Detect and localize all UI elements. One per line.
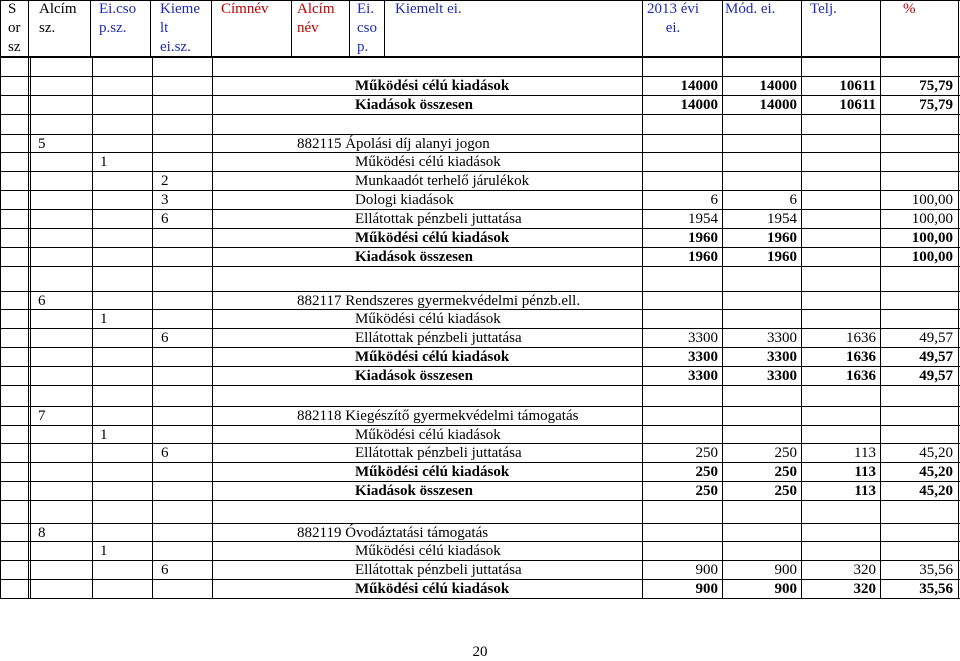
cell-label: Ellátottak pénzbeli juttatása: [355, 562, 522, 578]
column-divider: [291, 0, 292, 57]
cell-m: 250: [774, 445, 797, 461]
cell-label: Dologi kiadások: [355, 192, 454, 208]
header-telj: Telj.: [810, 1, 837, 17]
column-divider: [801, 0, 802, 57]
cell-t: 1636: [846, 349, 876, 365]
cell-p: 100,00: [911, 211, 953, 227]
row-divider: [0, 190, 960, 191]
cell-p: 49,57: [919, 349, 953, 365]
cell-m: 1954: [767, 211, 797, 227]
cell-e: 250: [695, 483, 718, 499]
column-divider: [958, 0, 959, 599]
header-kiemelt-ei: Kiemelt ei.: [395, 1, 462, 17]
cell-label: Működési célú kiadások: [355, 581, 510, 597]
cell-m: 900: [774, 581, 797, 597]
cell-m: 14000: [759, 97, 797, 113]
cell-t: 10611: [839, 97, 876, 113]
row-divider: [0, 57, 960, 58]
cell-m: 3300: [767, 349, 797, 365]
cell-label: Működési célú kiadások: [355, 230, 510, 246]
cell-p: 75,79: [919, 97, 953, 113]
column-divider: [880, 57, 881, 599]
cell-m: 1960: [767, 230, 797, 246]
cell-label: Kiadások összesen: [355, 97, 473, 113]
cell-kiem: 3: [161, 192, 169, 208]
cell-e: 250: [695, 445, 718, 461]
cell-p: 45,20: [919, 464, 953, 480]
page-number: 20: [472, 644, 488, 660]
cell-e: 1954: [688, 211, 718, 227]
cell-e: 250: [695, 464, 718, 480]
column-divider: [92, 57, 93, 599]
header-percent: %: [903, 1, 916, 17]
cell-label: Kiadások összesen: [355, 483, 473, 499]
cell-e: 900: [695, 562, 718, 578]
cell-p: 45,20: [919, 483, 953, 499]
header-eredeti-ei: 2013 évi ei.: [646, 1, 700, 36]
cell-t: 320: [853, 581, 876, 597]
cell-alcim: 1: [100, 311, 108, 327]
cell-label: Működési célú kiadások: [355, 464, 510, 480]
cell-e: 14000: [680, 97, 718, 113]
cell-p: 100,00: [911, 230, 953, 246]
column-divider: [722, 57, 723, 599]
header-eicsop-sz: Ei.cso p.sz.: [99, 1, 137, 36]
cell-cim: 882117 Rendszeres gyermekvédelmi pénzb.ell.: [297, 293, 581, 309]
table-border: [0, 0, 1, 599]
cell-label: Működési célú kiadások: [355, 78, 510, 94]
cell-label: Munkaadót terhelő járulékok: [355, 173, 530, 189]
cell-e: 3300: [688, 349, 718, 365]
cell-label: Működési célú kiadások: [355, 543, 501, 559]
cell-p: 49,57: [919, 330, 953, 346]
cell-label: Működési célú kiadások: [355, 154, 501, 170]
cell-label: Ellátottak pénzbeli juttatása: [355, 445, 522, 461]
row-divider: [0, 266, 960, 267]
cell-m: 14000: [759, 78, 797, 94]
cell-label: Működési célú kiadások: [355, 311, 501, 327]
cell-t: 113: [854, 464, 876, 480]
cell-kiem: 6: [161, 330, 169, 346]
table-border: [0, 0, 960, 1]
cell-p: 49,57: [919, 368, 953, 384]
cell-m: 250: [774, 483, 797, 499]
row-divider: [0, 385, 960, 386]
cell-p: 100,00: [911, 192, 953, 208]
cell-t: 113: [854, 483, 876, 499]
row-divider: [0, 247, 960, 248]
cell-t: 1636: [846, 330, 876, 346]
cell-t: 10611: [839, 78, 876, 94]
cell-e: 1960: [688, 230, 718, 246]
column-divider: [642, 0, 643, 57]
cell-sor: 8: [38, 525, 46, 541]
header-mod-ei: Mód. ei.: [725, 1, 776, 17]
cell-m: 3300: [767, 368, 797, 384]
header-kiemelt-sz: Kieme lt ei.sz.: [160, 1, 200, 55]
header-sor: S or sz: [8, 1, 21, 55]
cell-e: 6: [710, 192, 718, 208]
header-alcim-nev: Alcím név: [297, 1, 335, 36]
cell-e: 3300: [688, 330, 718, 346]
cell-m: 6: [789, 192, 797, 208]
column-divider: [801, 57, 802, 599]
cell-label: Kiadások összesen: [355, 368, 473, 384]
header-cimnev: Címnév: [221, 1, 269, 17]
cell-label: Működési célú kiadások: [355, 427, 501, 443]
cell-label: Ellátottak pénzbeli juttatása: [355, 211, 522, 227]
column-divider: [152, 57, 153, 599]
cell-kiem: 6: [161, 211, 169, 227]
column-divider: [211, 0, 212, 57]
cell-sor: 7: [38, 408, 46, 424]
cell-kiem: 2: [161, 173, 169, 189]
cell-t: 320: [853, 562, 876, 578]
column-divider: [722, 0, 723, 57]
cell-alcim: 1: [100, 543, 108, 559]
cell-p: 35,56: [919, 581, 953, 597]
cell-m: 900: [774, 562, 797, 578]
cell-kiem: 6: [161, 562, 169, 578]
cell-t: 113: [854, 445, 876, 461]
row-divider: [0, 598, 960, 599]
column-divider: [90, 0, 91, 57]
cell-p: 45,20: [919, 445, 953, 461]
cell-m: 250: [774, 464, 797, 480]
column-divider: [150, 0, 151, 57]
header-alcim-sz: Alcím sz.: [39, 1, 77, 36]
cell-e: 900: [695, 581, 718, 597]
cell-cim: 882118 Kiegészítő gyermekvédelmi támogatás: [297, 408, 579, 424]
cell-m: 3300: [767, 330, 797, 346]
cell-kiem: 6: [161, 445, 169, 461]
column-divider: [642, 57, 643, 599]
cell-p: 75,79: [919, 78, 953, 94]
cell-e: 3300: [688, 368, 718, 384]
cell-sor: 5: [38, 136, 46, 152]
cell-p: 100,00: [911, 249, 953, 265]
cell-alcim: 1: [100, 427, 108, 443]
header-eicsop: Ei. cso p.: [357, 1, 377, 55]
cell-label: Ellátottak pénzbeli juttatása: [355, 330, 522, 346]
cell-alcim: 1: [100, 154, 108, 170]
cell-e: 1960: [688, 249, 718, 265]
column-divider: [880, 0, 881, 57]
cell-cim: 882115 Ápolási díj alanyi jogon: [297, 136, 490, 152]
column-divider: [349, 0, 350, 57]
cell-label: Működési célú kiadások: [355, 349, 510, 365]
cell-sor: 6: [38, 293, 46, 309]
column-divider: [30, 57, 31, 599]
row-divider: [0, 114, 960, 115]
cell-label: Kiadások összesen: [355, 249, 473, 265]
cell-p: 35,56: [919, 562, 953, 578]
column-divider: [384, 0, 385, 57]
cell-t: 1636: [846, 368, 876, 384]
cell-m: 1960: [767, 249, 797, 265]
column-divider: [212, 57, 213, 599]
row-divider: [0, 500, 960, 501]
cell-e: 14000: [680, 78, 718, 94]
cell-cim: 882119 Óvodáztatási támogatás: [297, 525, 489, 541]
